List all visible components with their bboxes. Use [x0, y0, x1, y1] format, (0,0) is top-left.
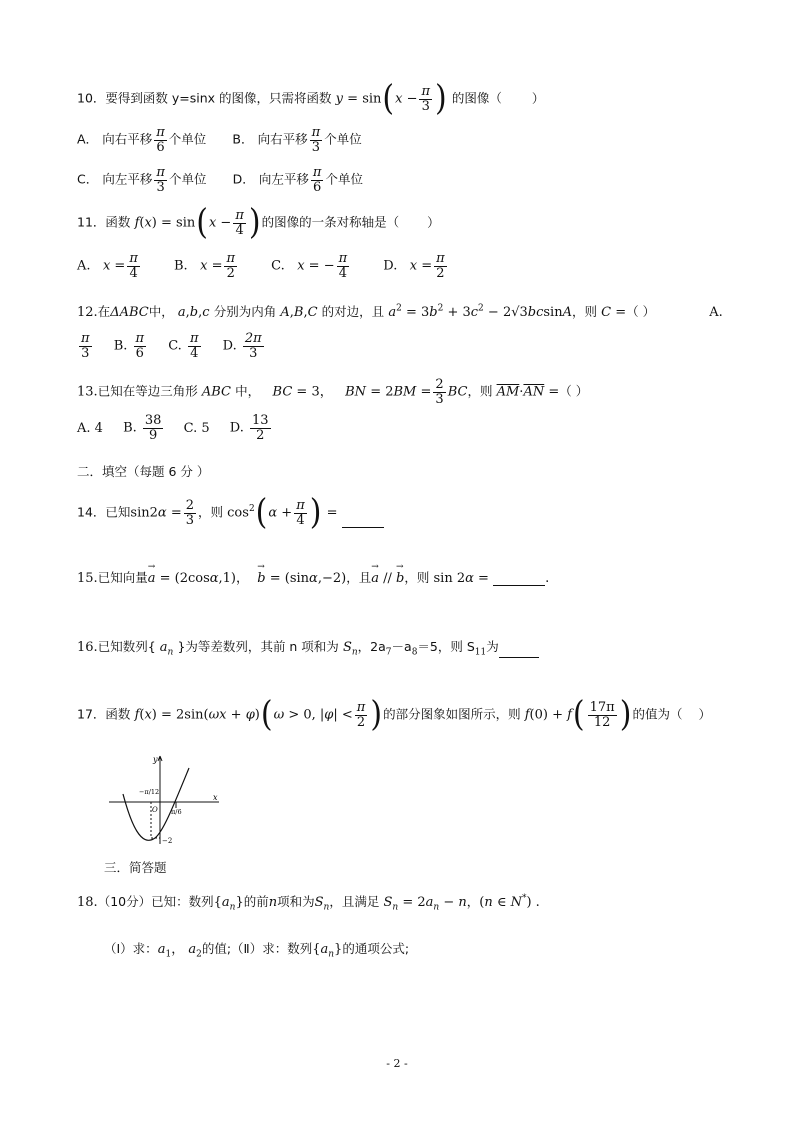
- q11-stem: 11．函数 f(x) = sin(x − $\frac{\pi}{4}$ )的图像的一条对称轴是（ ）: [77, 202, 440, 243]
- q10-option-d: D． 向左平移 $\frac{\pi}{6}$ 个单位: [232, 165, 363, 195]
- q10-options-ab: [77, 126, 384, 154]
- origin-label: O: [152, 806, 158, 814]
- q18-parts: （Ⅰ）求：$a_1$， $a_2$的值;（Ⅱ）求：数列$\{a_n\}$的通项公式;: [104, 941, 410, 960]
- min-label: −2: [162, 837, 173, 845]
- neg-tick-label: −π/12: [139, 788, 160, 796]
- x-label: x: [213, 793, 218, 802]
- q12-stem: 12.在ΔABC中， a,b,c 分别为内角 A,B,C 的对边，且 $a^2 = 3b^2 + 3c^2 - 2√3bcsinA$，则 C =（ ） A.: [77, 303, 723, 320]
- q13-options: A. 4 B. $\frac{38}{9}$ C. 5 D. $\frac{13}{2}$: [77, 413, 269, 443]
- q18-stem: 18.（10分）已知：数列$\{a_n\}$的前n项和为$S_n$，且满足 $S_n = 2a_n - n$，(n ∈ N*) .: [77, 893, 540, 913]
- q10-option-c: C． 向左平移 $\frac{\pi}{3}$ 个单位: [77, 165, 207, 195]
- q12-options: $\frac{\pi}{3}$ B. $\frac{\pi}{6}$ C. $\frac{\pi}{4}$ D. $\frac{2\pi}{3}$: [81, 331, 262, 361]
- sine-curve: [123, 768, 189, 840]
- section-answer-heading: 三．简答题: [104, 860, 167, 875]
- page-number: - 2 -: [386, 1057, 408, 1070]
- pos-tick-label: π/6: [171, 808, 182, 816]
- q17-stem: 17．函数 f(x) = 2sin(ωx + φ)(ω > 0, |φ| < $\frac{\pi}{2}$ )的部分图象如图所示，则 f(0) + f( $\frac{17\pi}{12}$ )的值为（ ）: [77, 694, 711, 735]
- q10-options-cd: [77, 166, 385, 194]
- q17-graph: [105, 752, 225, 848]
- q10-option-a: A． 向右平移 $\frac{\pi}{6}$ 个单位: [77, 125, 207, 155]
- section-fill-in-heading: 二．填空（每题 6 分 ）: [77, 464, 210, 479]
- q13-stem: 13.已知在等边三角形 ABC 中， BC = 3， BN = 2BM = $\frac{2}{3}$ BC，则 $\overline{AM}\cdot\overline{AN}$ =（ ）: [77, 377, 589, 407]
- q14-stem: 14．已知sin2α = $\frac{2}{3}$ ，则 $\cos^2(\alpha$ + $\frac{\pi}{4}$ ) =: [77, 498, 384, 528]
- q11-options: A. x = $\frac{\pi}{4}$ B. x = $\frac{\pi}{2}$ C. x = − $\frac{\pi}{4}$ D. x = $\frac{\pi}{2}$: [77, 251, 445, 281]
- q16-stem: 16.已知数列{ $a_n$ }为等差数列，其前 n 项和为 $S_n$，$2a_7-a_8=5$，则 $S_{11}$为: [77, 637, 539, 658]
- q10-stem: 10．要得到函数 y=sinx 的图像，只需将函数 y = sin(x − $\frac{\pi}{3}$ ) 的图像（ ）: [77, 78, 545, 119]
- q10-option-b: B． 向右平移 $\frac{\pi}{3}$ 个单位: [232, 125, 362, 155]
- q15-stem: 15.已知向量→ a = (2cosα,1)， → b = (sinα,−2)，且→ a // → b，则 sin 2α = .: [77, 567, 549, 586]
- y-label: y: [153, 755, 158, 764]
